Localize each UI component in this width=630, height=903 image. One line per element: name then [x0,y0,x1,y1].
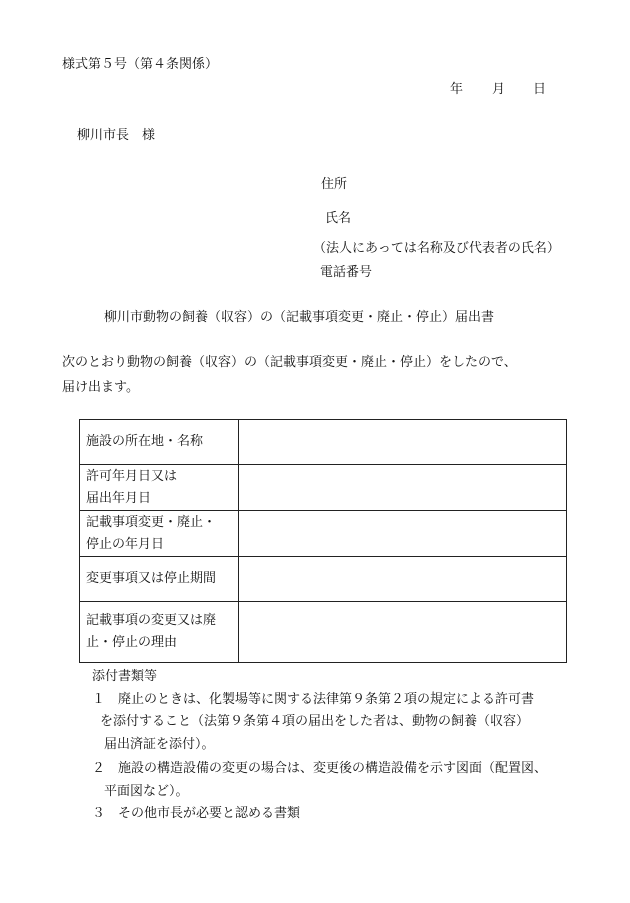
notification-table [79,419,567,663]
phone-label: 電話番号 [320,265,373,280]
attachment-item-1-line-3: 届出済証を添付）。 [104,737,215,752]
label-line: 停止の年月日 [86,536,165,552]
label-line: 許可年月日又は [86,468,178,484]
label-line: 届出年月日 [86,490,152,506]
label-line: 施設の所在地・名称 [86,434,204,449]
label-line: 止・停止の理由 [86,635,178,650]
attachment-item-2-line-2: 平面図など）。 [104,784,189,799]
label-line: 記載事項変更・廃止・ [86,514,217,530]
date-month-label: 月 [492,82,506,97]
attachment-item-1-line-1: １ 廃止のときは、化製場等に関する法律第９条第２項の規定による許可書 [92,692,535,707]
table-row [80,557,567,602]
table-row [80,511,567,557]
document-title: 柳川市動物の飼養（収容）の（記載事項変更・廃止・停止）届出書 [104,310,495,325]
label-line: 変更事項又は停止期間 [86,571,217,586]
change-period-label [80,557,239,602]
intro-line-2: 届け出ます。 [62,380,139,395]
table-row [80,420,567,465]
form-number: 様式第５号（第４条関係） [62,57,219,72]
facility-location-label [80,420,239,465]
intro-line-1: 次のとおり動物の飼養（収容）の（記載事項変更・廃止・停止）をしたので、 [62,355,517,370]
attachment-item-1-line-2: を添付すること（法第９条第４項の届出をした者は、動物の飼養（収容） [100,714,530,729]
name-label: 氏名 [325,211,352,226]
reason-field[interactable] [239,602,567,663]
attachment-item-2-line-1: ２ 施設の構造設備の変更の場合は、変更後の構造設備を示す図面（配置図、 [92,761,548,776]
address-label: 住所 [321,177,348,192]
permit-date-field[interactable] [239,465,567,511]
change-date-field[interactable] [239,511,567,557]
date-day-label: 日 [533,82,547,97]
attachment-item-3-line-1: ３ その他市長が必要と認める書類 [92,806,301,821]
facility-location-field[interactable] [239,420,567,465]
table-row [80,465,567,511]
label-line: 記載事項の変更又は廃 [86,613,217,628]
table-row [80,602,567,663]
attachments-heading: 添付書類等 [92,669,158,684]
addressee: 柳川市長 様 [77,128,156,143]
change-date-label [80,511,239,557]
reason-label [80,602,239,663]
date-year-label: 年 [450,82,464,97]
permit-date-label [80,465,239,511]
name-note: （法人にあっては名称及び代表者の氏名） [313,241,560,256]
change-period-field[interactable] [239,557,567,602]
